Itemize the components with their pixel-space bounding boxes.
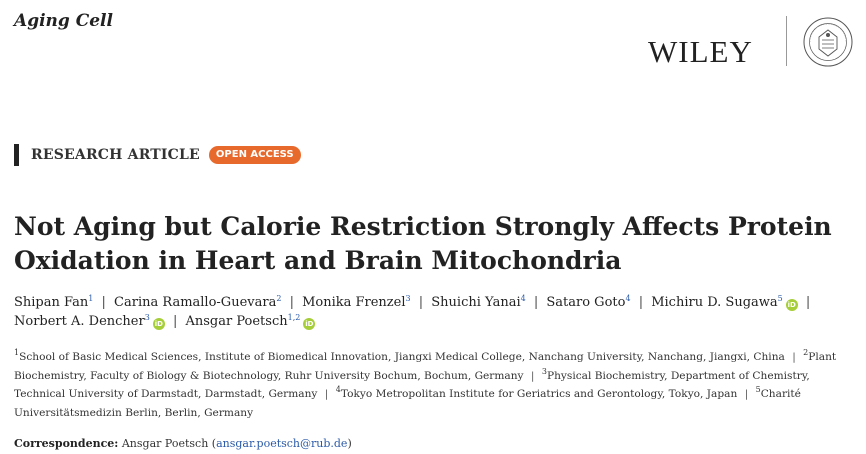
author-affiliation-sup[interactable]: 1,2 [287,313,301,322]
affiliation-text: Tokyo Metropolitan Institute for Geriatrics and Gerontology, Tokyo, Japan [340,388,738,400]
author-affiliation-sup[interactable]: 1 [88,294,94,303]
author-name[interactable]: Carina Ramallo-Guevara [114,295,277,310]
author-separator: | [418,295,428,310]
author-affiliation-sup[interactable]: 5 [777,294,783,303]
author[interactable] [431,295,525,310]
author-separator: | [638,295,648,310]
author[interactable] [14,295,93,310]
author[interactable] [546,295,630,310]
affiliation-text: School of Basic Medical Sciences, Institute of Biomedical Innovation, Jiangxi Medical College, Nanchang University, Nanchang, Jiangxi, China [19,351,785,363]
affiliation-sup: 5 [755,385,761,394]
correspondence-name: Ansgar Poetsch [121,437,209,450]
affiliation-sup: 4 [335,385,341,394]
affiliation-text: Charité Universitätsmedizin Berlin, Berlin, Germany [14,388,801,419]
correspondence-label: Correspondence: [14,437,119,450]
author-name[interactable]: Shipan Fan [14,295,89,310]
author-name[interactable]: Monika Frenzel [302,295,406,310]
affiliation-sup: 3 [541,366,547,376]
author-separator: | [533,295,543,310]
author[interactable] [302,295,411,310]
affiliation-separator: | [744,388,749,400]
article-type-row [14,143,301,167]
affiliation-sup: 1 [14,348,20,357]
author[interactable] [651,295,798,310]
author-name[interactable]: Sataro Goto [546,295,626,310]
affiliation-text: Plant Biochemistry, Faculty of Biology & Biotechnology, Ruhr University Bochum, Bochum, Germany [14,351,837,382]
publisher-name: WILEY [648,34,753,69]
orcid-icon[interactable]: iD [305,320,314,328]
author-separator: | [101,295,111,310]
affiliation-text: Physical Biochemistry, Department of Chemistry, Technical University of Darmstadt, Darmstadt, Germany [14,369,810,400]
author[interactable] [14,314,165,329]
affiliation-item [14,348,785,363]
correspondence: Correspondence: Ansgar Poetsch (ansgar.poetsch@rub.de) [14,437,352,450]
affiliation-sup: 2 [803,348,809,357]
author[interactable] [114,295,281,310]
affiliation-separator: | [324,388,329,400]
article-title: Not Aging but Calorie Restriction Strongly Affects Protein Oxidation in Heart and Brain Mitochondria [14,212,832,275]
orcid-icon[interactable]: iD [787,301,796,309]
correspondence-email-link[interactable]: ansgar.poetsch@rub.de [216,437,348,450]
orcid-icon[interactable]: iD [154,320,163,328]
seal-icon [802,16,854,68]
author-affiliation-sup[interactable]: 3 [405,294,411,303]
author-affiliation-sup[interactable]: 2 [276,294,282,303]
publisher-logo[interactable] [646,16,858,69]
author-affiliation-sup[interactable]: 4 [625,294,631,303]
author-name[interactable]: Shuichi Yanai [431,295,521,310]
author[interactable] [185,314,315,329]
journal-name[interactable]: Aging Cell [14,11,113,31]
affiliation-item [335,385,738,400]
author-separator: | [289,295,299,310]
author-separator: | [805,295,811,310]
author-name[interactable]: Ansgar Poetsch [185,314,288,329]
open-access-badge: OPEN ACCESS [209,146,301,164]
article-type-label: RESEARCH ARTICLE [31,147,200,163]
affiliation-separator: | [530,369,535,382]
author-separator: | [172,314,182,329]
publisher-divider [786,16,787,66]
affiliation-separator: | [792,351,796,363]
type-bar [14,144,19,166]
author-name[interactable]: Norbert A. Dencher [14,314,145,329]
author-name[interactable]: Michiru D. Sugawa [651,295,778,310]
author-affiliation-sup[interactable]: 3 [144,313,150,322]
author-affiliation-sup[interactable]: 4 [520,294,526,303]
affiliations [14,348,854,422]
author-list [14,293,854,331]
